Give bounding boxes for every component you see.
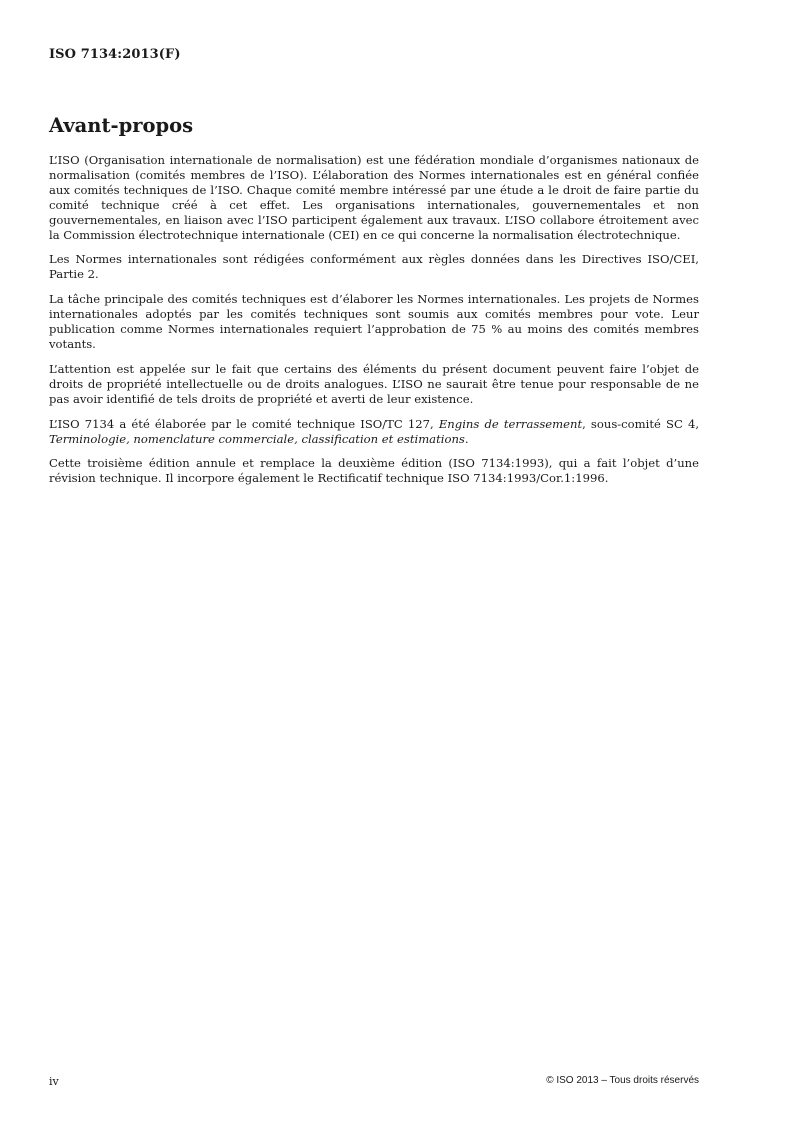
paragraph-directives: Les Normes internationales sont rédigées conformément aux règles données dans les Directives ISO/CEI, Partie 2. bbox=[49, 252, 699, 282]
prepared-by-text: L’ISO 7134 a été élaborée par le comité technique ISO/TC 127, bbox=[49, 416, 439, 431]
prepared-by-text-3: . bbox=[464, 431, 469, 446]
page-title: Avant-propos bbox=[49, 114, 194, 137]
document-id: ISO 7134:2013(F) bbox=[49, 47, 181, 62]
prepared-by-text-2: , sous-comité SC 4, bbox=[582, 416, 699, 431]
foreword-body bbox=[49, 153, 699, 496]
committee-title: Engins de terrassement bbox=[438, 416, 583, 431]
paragraph-technical-committees: La tâche principale des comités techniques est d’élaborer les Normes internationales. Les projets de Normes internationales adoptés par les comités techniques sont soumis aux comités membres pour vote. Leur publication comme Normes internationales requiert l’approbation de 75 % au moins des comités membres votants. bbox=[49, 292, 699, 351]
paragraph-patent-rights: L’attention est appelée sur le fait que certains des éléments du présent document peuvent faire l’objet de droits de propriété intellectuelle ou de droits analogues. L’ISO ne saurait être tenue pour responsable de ne pas avoir identifié de tels droits de propriété et averti de leur existence. bbox=[49, 361, 699, 406]
paragraph-prepared-by bbox=[49, 417, 699, 447]
subcommittee-title: Terminologie, nomenclature commerciale, classification et estimations bbox=[49, 431, 465, 446]
paragraph-edition: Cette troisième édition annule et remplace la deuxième édition (ISO 7134:1993), qui a fait l’objet d’une révision technique. Il incorpore également le Rectificatif technique ISO 7134:1993/Cor.1:1996. bbox=[49, 456, 699, 486]
copyright-notice: © ISO 2013 – Tous droits réservés bbox=[546, 1075, 699, 1086]
page-number: iv bbox=[49, 1075, 59, 1088]
paragraph-iso-organisation: L’ISO (Organisation internationale de normalisation) est une fédération mondiale d’organismes nationaux de normalisation (comités membres de l’ISO). L’élaboration des Normes internationales est en général confiée aux comités techniques de l’ISO. Chaque comité membre intéressé par une étude a le droit de faire partie du comité technique créé à cet effet. Les organisations internationales, gouvernementales et non gouvernementales, en liaison avec l’ISO participent également aux travaux. L’ISO collabore étroitement avec la Commission électrotechnique internationale (CEI) en ce qui concerne la normalisation électrotechnique. bbox=[49, 153, 699, 242]
